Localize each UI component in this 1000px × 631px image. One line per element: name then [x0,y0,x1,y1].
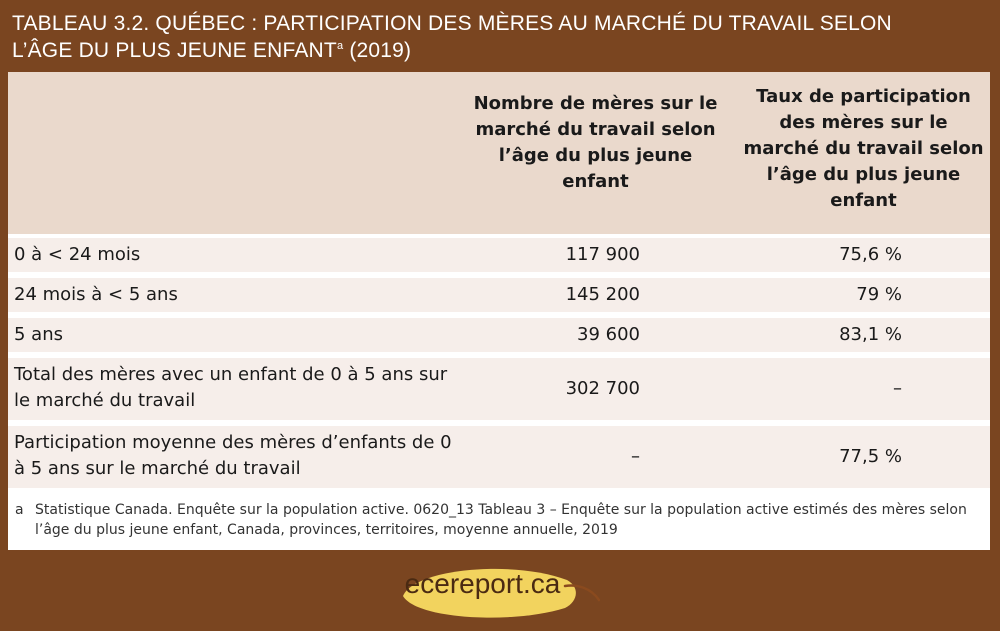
data-table [8,72,990,550]
table-row [8,426,990,488]
table-header [8,72,990,234]
table-row [8,278,990,312]
row-count: 145 200 [565,284,640,305]
title-year: (2019) [343,39,412,62]
brand-link[interactable]: ecereport.ca [404,568,561,599]
table-row [8,318,990,352]
table-row [8,358,990,420]
row-rate: 75,6 % [839,244,902,265]
row-label: 0 à < 24 mois [14,244,141,265]
footnote-text: Statistique Canada. Enquête sur la population active. 0620_13 Tableau 3 – Enquête sur la population active estimés des mères selon l’âge du plus jeune enfant, Canada, provinces, territoires, moyenne annuelle, 2019 [35,502,967,538]
row-rate: 79 % [856,284,902,305]
row-rate: 83,1 % [839,324,902,345]
row-label: 5 ans [14,324,63,345]
row-count: 117 900 [565,244,640,265]
row-count: – [631,446,640,467]
footnote-mark: a [15,502,24,518]
title-superscript: a [336,40,344,52]
row-rate: – [893,378,902,399]
row-rate: 77,5 % [839,446,902,467]
row-label: 24 mois à < 5 ans [14,284,178,305]
row-label: Total des mères avec un enfant de 0 à 5 ans sur le marché du travail [14,364,448,411]
row-count: 39 600 [577,324,640,345]
table-row [8,238,990,272]
header-rate: Taux de participation des mères sur le marché du travail selon l’âge du plus jeune enfant [743,86,984,211]
header-count: Nombre de mères sur le marché du travail selon l’âge du plus jeune enfant [473,93,718,192]
page-title [12,10,988,64]
title-line-1: TABLEAU 3.2. QUÉBEC : PARTICIPATION DES MÈRES AU MARCHÉ DU TRAVAIL SELON [12,12,892,35]
row-count: 302 700 [565,378,640,399]
title-line-2-main: L’ÂGE DU PLUS JEUNE ENFANT [12,39,337,62]
row-label: Participation moyenne des mères d’enfants de 0 à 5 ans sur le marché du travail [14,432,452,479]
title-line-2 [12,37,988,64]
